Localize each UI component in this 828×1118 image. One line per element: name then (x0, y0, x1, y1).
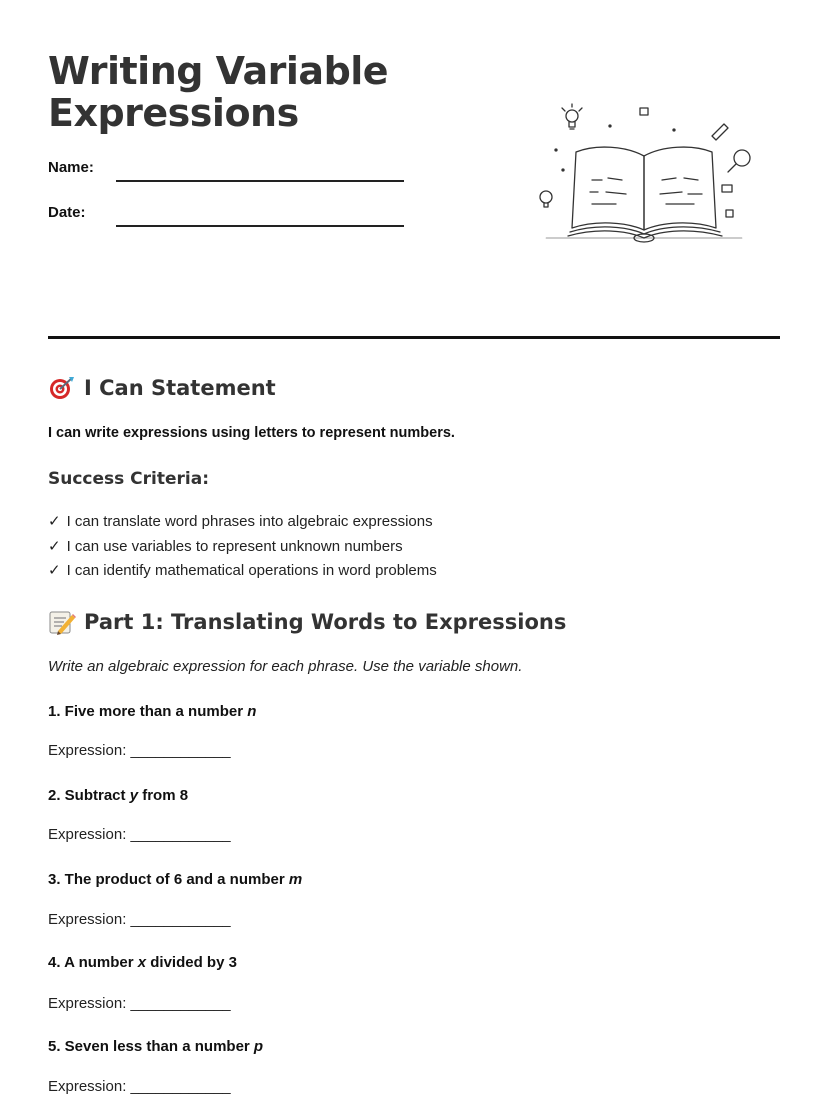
magnifier-icon (728, 150, 750, 172)
lightbulb-icon (562, 104, 582, 129)
criteria-item: ✓ I can identify mathematical operations in word problems (48, 562, 437, 579)
expression-blank-1[interactable]: Expression: ____________ (48, 742, 231, 759)
question-3: 3. The product of 6 and a number m (48, 871, 303, 888)
part1-instructions: Write an algebraic expression for each phrase. Use the variable shown. (48, 658, 523, 675)
worksheet-title (48, 50, 388, 134)
expression-blank-4[interactable]: Expression: ____________ (48, 995, 231, 1012)
i-can-heading (48, 375, 276, 401)
section-divider (48, 336, 780, 339)
question-1: 1. Five more than a number n (48, 703, 257, 720)
check-mark-icon: ✓ (48, 537, 61, 555)
part1-heading-text: Part 1: Translating Words to Expressions (84, 610, 567, 634)
pencil-icon (712, 124, 728, 140)
criteria-item: ✓ I can use variables to represent unknown numbers (48, 537, 403, 555)
open-book-illustration (536, 100, 752, 250)
i-can-heading-text: I Can Statement (84, 376, 276, 400)
name-label: Name: (48, 159, 94, 176)
date-line[interactable] (116, 225, 404, 227)
expression-blank-3[interactable]: Expression: ____________ (48, 911, 231, 928)
title-line-2: Expressions (48, 91, 299, 135)
question-2: 2. Subtract y from 8 (48, 787, 189, 804)
success-criteria-list (48, 512, 437, 586)
memo-pencil-icon (48, 609, 76, 635)
check-mark-icon: ✓ (48, 562, 61, 579)
success-criteria-heading: Success Criteria: (48, 469, 210, 489)
i-can-statement: I can write expressions using letters to represent numbers. (48, 425, 455, 441)
note-icon (640, 108, 648, 115)
criteria-item: ✓ I can translate word phrases into algebraic expressions (48, 513, 433, 530)
check-icon (726, 210, 733, 217)
target-icon (48, 375, 76, 401)
lightbulb-icon (540, 191, 552, 207)
expression-blank-5[interactable]: Expression: ____________ (48, 1078, 231, 1095)
date-label: Date: (48, 204, 86, 221)
check-mark-icon: ✓ (48, 513, 61, 530)
expression-blank-2[interactable]: Expression: ____________ (48, 826, 231, 843)
check-icon (722, 185, 732, 192)
part1-heading (48, 609, 566, 635)
title-line-1: Writing Variable (48, 49, 389, 93)
question-4: 4. A number x divided by 3 (48, 954, 237, 971)
name-line[interactable] (116, 180, 404, 182)
question-5: 5. Seven less than a number p (48, 1038, 264, 1055)
